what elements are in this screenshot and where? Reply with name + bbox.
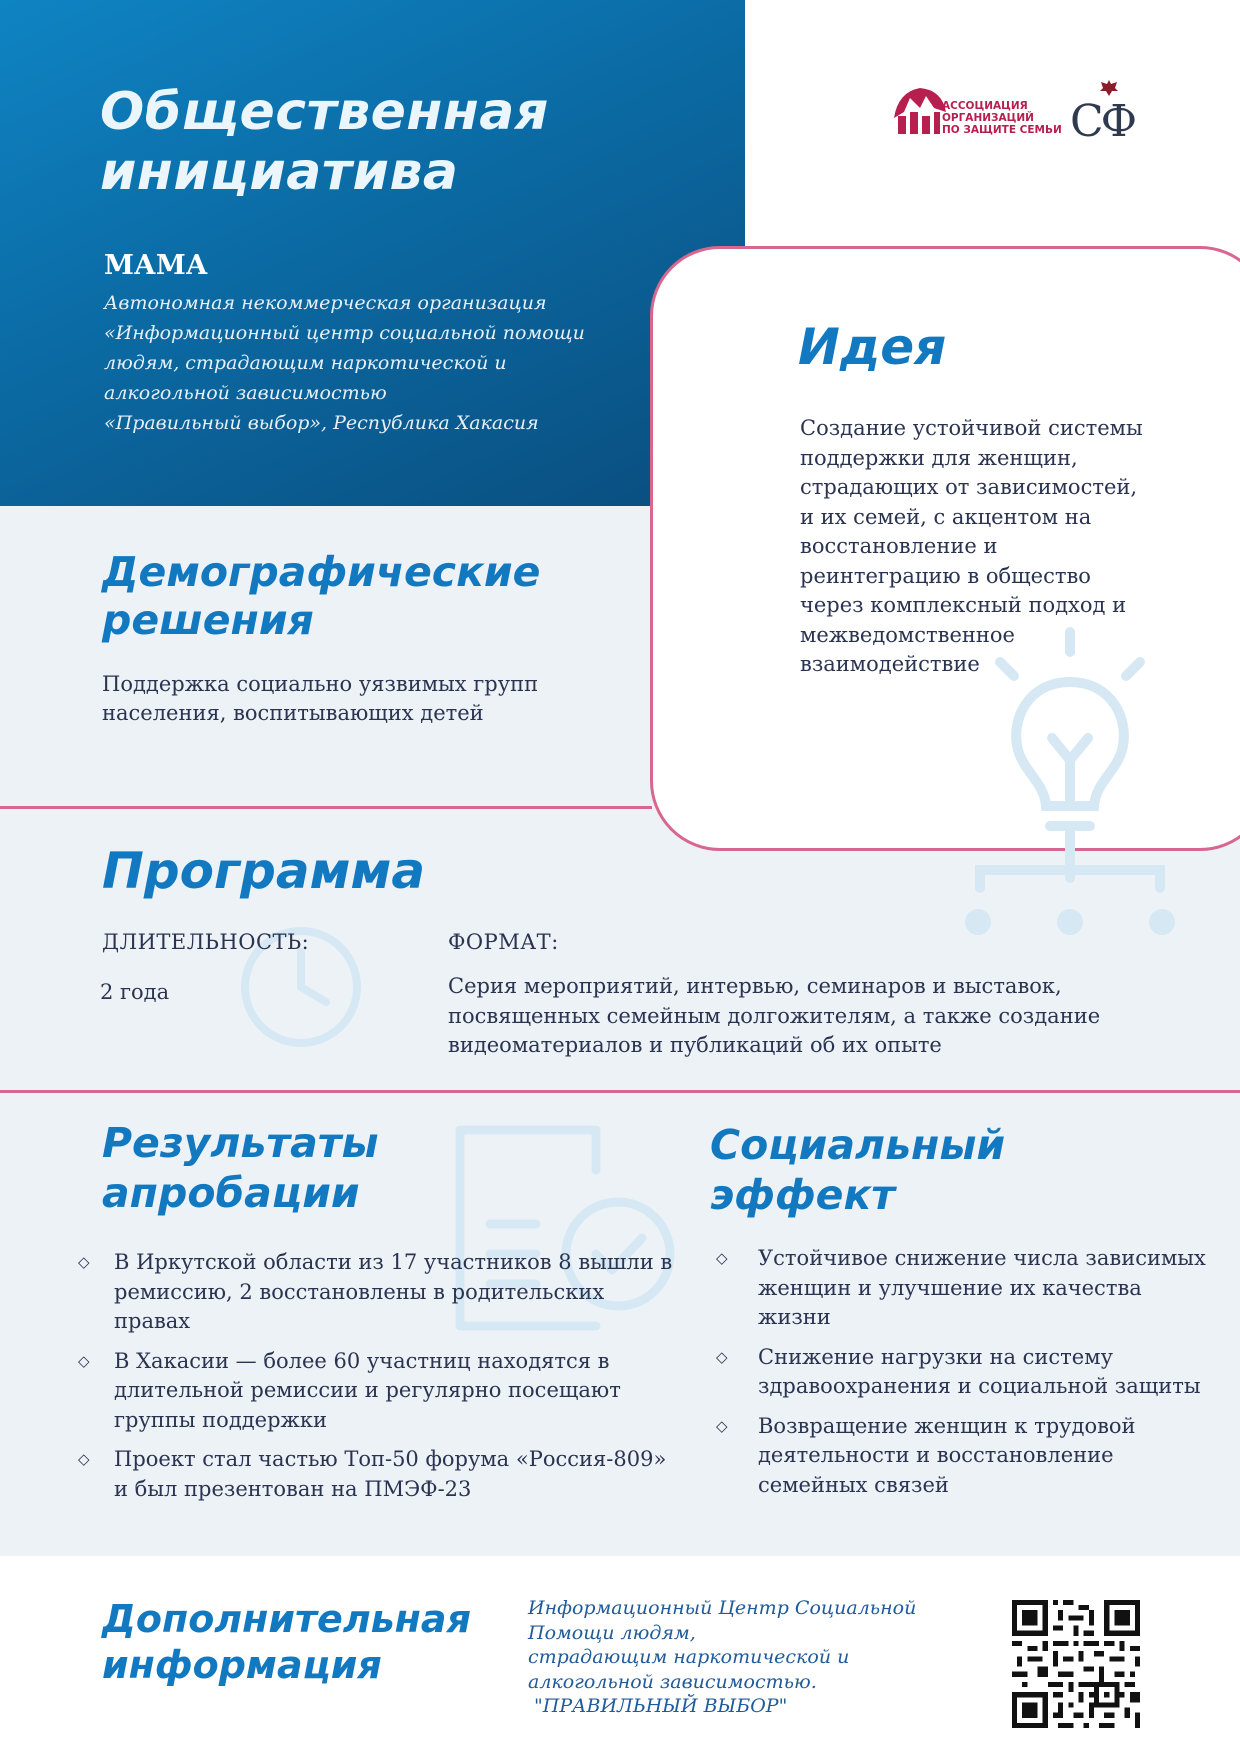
org-name: МАМА <box>104 250 208 281</box>
duration-value: 2 года <box>100 980 170 1004</box>
social-list <box>716 1244 1216 1510</box>
idea-text <box>800 414 1200 680</box>
bullet-icon: ◇ <box>716 1347 728 1366</box>
list-item <box>716 1244 1216 1333</box>
format-text-line: Серия мероприятий, интервью, семинаров и выставок, <box>448 974 1062 998</box>
association-name <box>942 100 1062 136</box>
idea-text-line: восстановление и <box>800 534 998 558</box>
demographic-title-line: Демографические <box>102 548 541 596</box>
idea-text-line: поддержки для женщин, <box>800 445 1078 470</box>
idea-text-line: Создание устойчивой системы <box>800 416 1143 440</box>
additional-text-line: алкогольной зависимостью. <box>528 1670 817 1693</box>
bullet-icon: ◇ <box>78 1351 90 1370</box>
duration-label: ДЛИТЕЛЬНОСТЬ: <box>102 930 310 954</box>
association-name-line: ОРГАНИЗАЦИЙ <box>942 112 1034 124</box>
org-description-line: алкогольной зависимостью <box>104 382 387 404</box>
list-item-text: Проект стал частью Топ-50 форума «Россия-809» и был презентован на ПМЭФ-23 <box>114 1447 667 1501</box>
social-title <box>710 1120 1005 1220</box>
org-description-line: «Информационный центр социальной помощи <box>104 322 585 344</box>
format-text <box>448 972 1188 1061</box>
bullet-icon: ◇ <box>78 1450 90 1468</box>
social-title-line: Социальный <box>710 1121 1006 1169</box>
additional-text-line: Помощи людям, <box>528 1621 696 1644</box>
list-item <box>78 1248 678 1337</box>
eagle-emblem-icon <box>1098 78 1120 98</box>
additional-title <box>102 1596 471 1688</box>
demographic-text <box>102 670 662 728</box>
demographic-text-line: населения, воспитывающих детей <box>102 701 484 725</box>
format-label: ФОРМАТ: <box>448 930 559 954</box>
org-description <box>104 288 664 438</box>
list-item <box>716 1412 1216 1501</box>
idea-text-line: межведомственное <box>800 622 1015 647</box>
list-item-text: В Хакасии — более 60 участниц находятся в длительной ремиссии и регулярно посещают группы поддержки <box>114 1348 621 1432</box>
results-title-line: апробации <box>102 1169 360 1217</box>
demographic-title <box>102 548 540 644</box>
org-description-line: Автономная некоммерческая организация <box>104 292 547 314</box>
bullet-icon: ◇ <box>78 1253 90 1271</box>
idea-text-line: страдающих от зависимостей, <box>800 475 1138 499</box>
additional-title-line: информация <box>102 1643 382 1687</box>
idea-text-line: и их семей, с акцентом на <box>800 504 1092 529</box>
list-item-text: Снижение нагрузки на систему здравоохранения и социальной защиты <box>758 1344 1201 1398</box>
org-description-line: «Правильный выбор», Республика Хакасия <box>104 412 539 434</box>
demographic-text-line: Поддержка социально уязвимых групп <box>102 672 539 696</box>
results-title-line: Результаты <box>102 1119 379 1167</box>
results-list <box>78 1248 678 1514</box>
section-divider <box>0 806 652 809</box>
association-logo-icon <box>890 82 948 140</box>
qr-code-icon[interactable] <box>1012 1600 1140 1728</box>
bullet-icon: ◇ <box>716 1416 728 1435</box>
page-title <box>100 82 700 202</box>
format-text-line: видеоматериалов и публикаций об их опыте <box>448 1033 942 1057</box>
list-item <box>716 1343 1216 1402</box>
idea-text-line: через комплексный подход и <box>800 593 1127 617</box>
list-item-text: Возвращение женщин к трудовой деятельности и восстановление семейных связей <box>758 1413 1136 1497</box>
idea-text-line: взаимодействие <box>800 652 980 676</box>
association-name-line: ПО ЗАЩИТЕ СЕМЬИ <box>942 124 1062 136</box>
sf-logo-text: СФ <box>1070 96 1135 147</box>
social-title-line: эффект <box>710 1171 896 1219</box>
idea-text-line: реинтеграцию в общество <box>800 563 1091 588</box>
bullet-icon: ◇ <box>716 1249 728 1267</box>
association-name-line: АССОЦИАЦИЯ <box>942 100 1028 112</box>
idea-title: Идея <box>798 318 947 376</box>
page-title-line: инициатива <box>100 142 459 202</box>
list-item <box>78 1445 678 1504</box>
additional-text <box>528 1596 948 1719</box>
list-item-text: Устойчивое снижение числа зависимых женщин и улучшение их качества жизни <box>758 1246 1206 1329</box>
additional-title-line: Дополнительная <box>102 1597 471 1641</box>
additional-text-line: страдающим наркотической и <box>528 1646 850 1668</box>
additional-text-line: "ПРАВИЛЬНЫЙ ВЫБОР" <box>528 1695 788 1717</box>
list-item <box>78 1347 678 1436</box>
program-title: Программа <box>102 842 426 900</box>
org-description-line: людям, страдающим наркотической и <box>104 352 507 374</box>
page-title-line: Общественная <box>100 82 549 142</box>
demographic-title-line: решения <box>102 596 314 644</box>
additional-text-line: Информационный Центр Социальной <box>528 1597 917 1619</box>
list-item-text: В Иркутской области из 17 участников 8 вышли в ремиссию, 2 восстановлены в родительских правах <box>114 1250 673 1333</box>
format-text-line: посвященных семейным долгожителям, а также создание <box>448 1003 1101 1028</box>
section-divider <box>0 1090 1240 1093</box>
results-title <box>102 1118 379 1218</box>
partner-logos <box>890 76 1150 156</box>
